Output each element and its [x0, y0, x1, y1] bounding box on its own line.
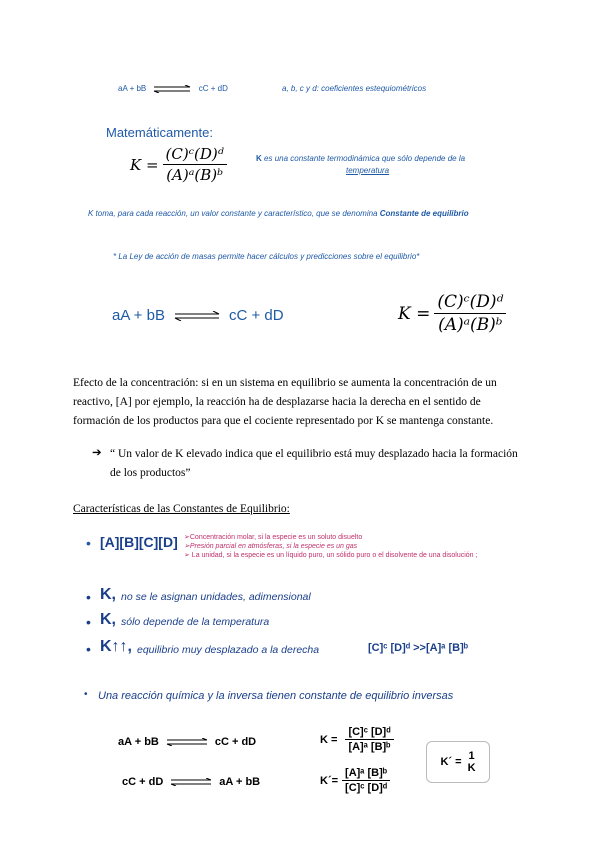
top-reaction-left: aA + bB — [118, 84, 147, 93]
k-sentence — [88, 209, 469, 218]
paragraph-line: formación de los productos para que el cociente representado por K se mantenga constante. — [73, 415, 494, 427]
kp-num: [A]ᵃ [B]ᵇ — [342, 767, 390, 781]
reverse-right: aA + bB — [219, 776, 261, 788]
equilibrium-arrows-icon — [173, 311, 221, 321]
formula-small-lhs: K = — [130, 155, 159, 174]
formula-big-fraction — [434, 292, 506, 335]
k-note-text: es una constante termodinámica que sólo depende de la — [264, 154, 466, 163]
paragraph-line: Efecto de la concentración: si en un sistema en equilibrio se aumenta la concentración de un — [73, 377, 497, 389]
k-den: [A]ᵃ [B]ᵇ — [348, 741, 391, 753]
bullet-icon: • — [86, 589, 91, 605]
reverse-reaction — [122, 776, 260, 788]
bullet-icon: • — [84, 689, 88, 700]
k-sentence-text: K toma, para cada reacción, un valor constante y característico, que se denomina — [88, 209, 378, 218]
formula-small-num: (C)ᶜ(D)ᵈ — [163, 145, 227, 165]
top-reaction-right: cC + dD — [198, 84, 228, 93]
inverse-text: Una reacción química y la inversa tienen constante de equilibrio inversas — [98, 690, 454, 702]
kp-fraction — [342, 767, 390, 794]
k-fraction — [345, 726, 393, 753]
kp-den: [C]ᶜ [D]ᵈ — [345, 782, 388, 794]
forward-right: cC + dD — [214, 736, 257, 748]
kp-label: K´= — [320, 774, 339, 787]
quote-line: “ Un valor de K elevado indica que el equilibrio está muy desplazado hacia la formación — [110, 448, 518, 460]
box-fraction — [468, 750, 476, 774]
note-unit: ➢ La unidad, si la especie es un líquido puro, un sólido puro o el disolvente de una disolución ; — [184, 552, 478, 559]
bullet-icon: • — [86, 641, 91, 657]
equilibrium-arrows-icon — [152, 85, 192, 93]
k-note-prefix: K — [256, 154, 262, 163]
coef-note: a, b, c y d: coeficientes estequiométricos — [282, 84, 427, 93]
k1-label: K, — [100, 586, 116, 603]
big-reaction-right: cC + dD — [228, 307, 284, 324]
k3-label: K↑↑, — [100, 638, 132, 655]
k3-text: equilibrio muy desplazado a la derecha — [137, 644, 320, 656]
top-reaction — [118, 84, 228, 93]
formula-big — [398, 292, 506, 335]
k1-text: no se le asignan unidades, adimensional — [121, 591, 311, 603]
forward-reaction — [118, 736, 256, 748]
bullet-icon: • — [86, 535, 91, 551]
quote — [110, 445, 550, 483]
paragraph — [73, 374, 533, 431]
concentration-label: [A][B][C][D] — [100, 534, 178, 550]
quote-line: de los productos” — [110, 467, 191, 479]
kp-formula — [320, 767, 390, 794]
forward-left: aA + bB — [118, 736, 159, 748]
formula-small-den: (A)ᵃ(B)ᵇ — [166, 166, 224, 184]
formula-small-fraction — [163, 145, 227, 184]
box-den: K — [467, 762, 476, 774]
formula-big-lhs: K = — [398, 303, 431, 324]
equilibrium-arrows-icon — [169, 778, 213, 786]
k-note — [256, 153, 506, 177]
k-label: K = — [320, 733, 338, 746]
reverse-left: cC + dD — [122, 776, 164, 788]
math-heading: Matemáticamente: — [106, 125, 213, 140]
box-label: K´ = — [440, 756, 462, 768]
k2-label: K, — [100, 611, 116, 628]
formula-small — [130, 145, 227, 184]
formula-big-num: (C)ᶜ(D)ᵈ — [434, 292, 506, 314]
k-num: [C]ᶜ [D]ᵈ — [345, 726, 393, 740]
k3-relation: [C]ᶜ [D]ᵈ >>[A]ᵃ [B]ᵇ — [368, 642, 469, 654]
note-molar: ➢Concentración molar, si la especie es un soluto disuelto — [184, 534, 363, 541]
box-num: 1 — [468, 750, 475, 762]
inverse-relation-box — [426, 741, 490, 783]
quote-arrow-icon: ➔ — [92, 447, 102, 459]
paragraph-line: reactivo, [A] por ejemplo, la reacción ha de desplazarse hacia la derecha en el sentido de — [73, 396, 481, 408]
k-formula — [320, 726, 394, 753]
k-sentence-bold: Constante de equilibrio — [379, 209, 469, 218]
law-note: * La Ley de acción de masas permite hacer cálculos y predicciones sobre el equilibrio* — [113, 252, 420, 261]
bullet-icon: • — [86, 614, 91, 630]
equilibrium-arrows-icon — [165, 738, 209, 746]
characteristics-heading: Características de las Constantes de Equilibrio: — [73, 503, 290, 515]
note-pressure: ➢Presión parcial en atmósferas, si la especie es un gas — [184, 543, 358, 550]
big-reaction-left: aA + bB — [112, 307, 165, 324]
big-reaction — [112, 307, 284, 324]
formula-big-den: (A)ᵃ(B)ᵇ — [438, 315, 503, 335]
k2-text: sólo depende de la temperatura — [121, 616, 270, 628]
concentration-notes — [184, 533, 477, 560]
k-note-underlined: temperatura — [346, 166, 390, 175]
